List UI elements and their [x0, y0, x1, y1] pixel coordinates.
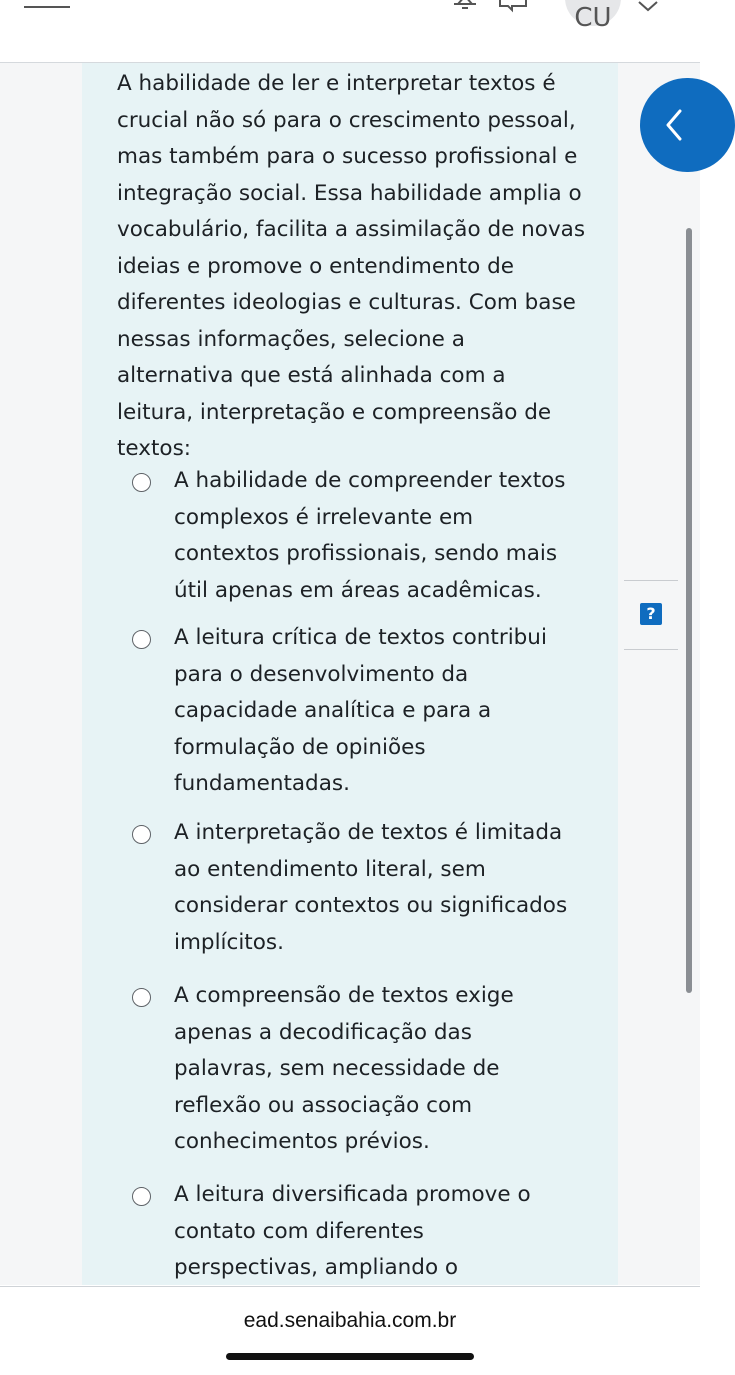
chevron-down-icon[interactable] — [636, 0, 660, 12]
answer-option-label: A leitura diversificada promove o contato com diferentes perspectivas, ampliando o — [174, 1182, 531, 1280]
help-panel[interactable] — [624, 580, 678, 650]
home-indicator[interactable] — [226, 1353, 474, 1360]
bell-icon[interactable] — [450, 0, 480, 14]
radio-button[interactable] — [132, 988, 151, 1007]
answer-option-label: A habilidade de compreender textos complexos é irrelevante em contextos profissionais, sendo mais útil apenas em áreas acadêmicas. — [174, 468, 566, 603]
top-navbar — [0, 0, 700, 63]
help-icon[interactable]: ? — [640, 603, 662, 625]
radio-button[interactable] — [132, 1187, 151, 1206]
answer-option-label: A interpretação de textos é limitada ao entendimento literal, sem considerar contextos ou significados implícitos. — [174, 820, 568, 955]
user-avatar[interactable]: CU — [565, 0, 621, 26]
answer-option-label: A leitura crítica de textos contribui para o desenvolvimento da capacidade analítica e para a formulação de opiniões fundamentadas. — [174, 625, 547, 796]
answer-option-label: A compreensão de textos exige apenas a decodificação das palavras, sem necessidade de reflexão ou associação com conhecimentos prévios. — [174, 983, 514, 1154]
question-text: A habilidade de ler e interpretar textos é crucial não só para o crescimento pessoal, mas também para o sucesso profissional e integração social. Essa habilidade amplia o vocabulário, facilita a assimilação de novas ideias e promove o entendimento de diferentes ideologias e culturas. Com base nessas informações, selecione a alternativa que está alinhada com a leitura, interpretação e compreensão de textos: — [117, 71, 586, 461]
chevron-left-icon — [664, 108, 684, 142]
radio-button[interactable] — [132, 630, 151, 649]
question-card — [82, 63, 618, 1285]
menu-icon[interactable] — [24, 0, 70, 10]
page-content — [0, 63, 700, 1285]
browser-bottom-bar — [0, 1286, 700, 1375]
radio-button[interactable] — [132, 473, 151, 492]
scrollbar[interactable] — [686, 228, 692, 993]
chat-icon[interactable] — [498, 0, 528, 14]
radio-button[interactable] — [132, 825, 151, 844]
browser-url[interactable]: ead.senaibahia.com.br — [243, 1309, 457, 1332]
drawer-toggle-button[interactable] — [640, 78, 735, 172]
